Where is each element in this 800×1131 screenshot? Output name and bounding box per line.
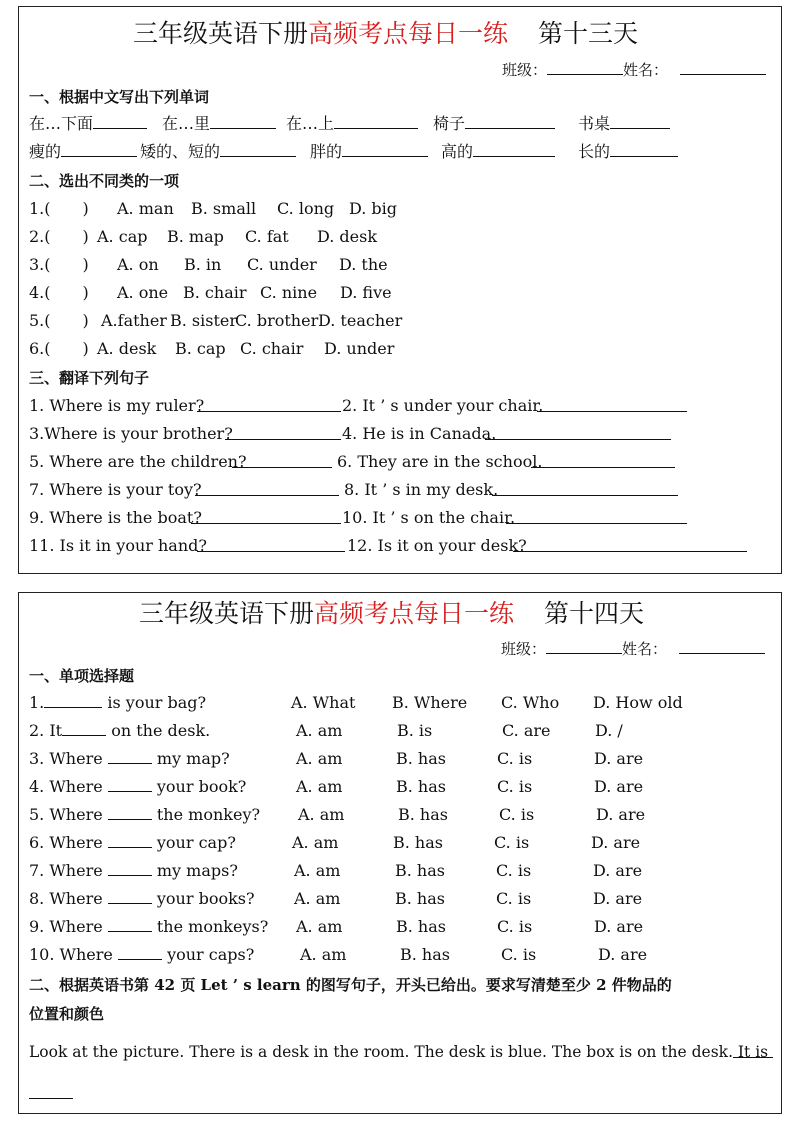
sentence: 9. Where is the boat?	[29, 508, 202, 527]
mcq-row	[29, 777, 769, 797]
option-d[interactable]: D. teacher	[318, 311, 403, 330]
title-day: 第十三天	[538, 19, 639, 48]
option-d[interactable]: D. desk	[317, 227, 378, 246]
option-b[interactable]: B. has	[395, 889, 445, 908]
writing-line[interactable]	[733, 1057, 773, 1058]
option-d[interactable]: D. are	[593, 889, 643, 908]
word-cue: 瘦的	[29, 142, 62, 161]
class-label: 班级：	[502, 61, 548, 79]
question-prefix: 4. Where	[29, 777, 103, 796]
name-label: 姓名：	[623, 61, 669, 79]
translate-row	[29, 452, 769, 472]
name-blank[interactable]	[680, 60, 766, 75]
answer-blank[interactable]	[220, 142, 296, 157]
answer-blank[interactable]	[93, 114, 147, 129]
option-c[interactable]: C. is	[497, 777, 533, 796]
section-heading: 三、翻译下列句子	[29, 369, 150, 387]
question-number[interactable]: 1.( )	[29, 199, 89, 218]
question-suffix: your book?	[156, 777, 247, 796]
option-b[interactable]: B. has	[396, 917, 446, 936]
answer-blank[interactable]	[473, 142, 555, 157]
answer-blank[interactable]	[108, 805, 152, 820]
answer-line[interactable]	[506, 523, 687, 524]
title-highlight: 高频考点每日一练	[308, 19, 509, 48]
question-suffix: on the desk.	[111, 721, 211, 740]
sentence: 6. They are in the school.	[337, 452, 543, 471]
choice-row	[29, 255, 769, 275]
answer-blank[interactable]	[610, 142, 678, 157]
sentence: 10. It ’ s on the chair.	[342, 508, 516, 527]
option-c[interactable]: C. is	[497, 917, 533, 936]
section-heading: 一、单项选择题	[29, 667, 135, 685]
section-heading: 二、根据英语书第 42 页 Let ’ s learn 的图写句子，开头已给出。要求写清楚至少 2 件物品的	[29, 976, 672, 994]
option-a[interactable]: A. cap	[97, 227, 148, 246]
answer-line[interactable]	[531, 467, 675, 468]
option-c[interactable]: C. is	[501, 945, 537, 964]
option-b[interactable]: B. chair	[183, 283, 247, 302]
question-prefix: 5. Where	[29, 805, 103, 824]
option-c[interactable]: C. brother	[235, 311, 319, 330]
word-cue: 高的	[441, 142, 474, 161]
sentence: 4. He is in Canada.	[342, 424, 497, 443]
answer-line[interactable]	[537, 411, 687, 412]
word-cue: 书桌	[578, 114, 611, 133]
option-c[interactable]: C. long	[277, 199, 335, 218]
word-cue: 长的	[578, 142, 611, 161]
option-d[interactable]: D. are	[591, 833, 641, 852]
word-cue: 椅子	[433, 114, 466, 133]
mcq-row	[29, 833, 769, 853]
question-prefix: 2. It	[29, 721, 63, 740]
title-highlight: 高频考点每日一练	[314, 599, 515, 628]
question-suffix: my maps?	[156, 861, 238, 880]
word-cue: 在…下面	[29, 114, 94, 133]
choice-row	[29, 339, 769, 359]
option-c[interactable]: C. is	[496, 861, 532, 880]
option-b[interactable]: B. has	[398, 805, 448, 824]
option-a[interactable]: A. am	[294, 889, 341, 908]
question-suffix: the monkeys?	[156, 917, 269, 936]
sentence: 1. Where is my ruler?	[29, 396, 205, 415]
mcq-row	[29, 861, 769, 881]
answer-line[interactable]	[225, 439, 341, 440]
word-cue: 胖的	[310, 142, 343, 161]
option-b[interactable]: B. is	[397, 721, 433, 740]
sentence: 2. It ’ s under your chair.	[342, 396, 544, 415]
option-c[interactable]: C. is	[499, 805, 535, 824]
option-a[interactable]: A. am	[298, 805, 345, 824]
option-a[interactable]: A.father	[101, 311, 167, 330]
class-field[interactable]	[502, 60, 766, 80]
option-c[interactable]: C. fat	[245, 227, 289, 246]
worksheet-day-13	[18, 6, 782, 574]
option-b[interactable]: B. has	[396, 749, 446, 768]
option-b[interactable]: B. has	[393, 833, 443, 852]
question-prefix: 10. Where	[29, 945, 113, 964]
translate-row	[29, 508, 769, 528]
section-heading-cont: 位置和颜色	[29, 1005, 105, 1023]
option-d[interactable]: D. are	[594, 917, 644, 936]
worksheet-title	[139, 599, 644, 629]
answer-line[interactable]	[191, 523, 341, 524]
option-d[interactable]: D. are	[598, 945, 648, 964]
option-a[interactable]: A. am	[296, 777, 343, 796]
question-prefix: 8. Where	[29, 889, 103, 908]
mcq-row	[29, 693, 769, 713]
mcq-row	[29, 889, 769, 909]
question-number[interactable]: 3.( )	[29, 255, 89, 274]
answer-line[interactable]	[197, 411, 341, 412]
answer-blank[interactable]	[108, 749, 152, 764]
answer-blank[interactable]	[342, 142, 428, 157]
question-suffix: is your bag?	[107, 693, 207, 712]
word-cue: 矮的、短的	[140, 142, 221, 161]
sentence: 5. Where are the children?	[29, 452, 247, 471]
option-a[interactable]: A. desk	[97, 339, 157, 358]
question-suffix: your cap?	[156, 833, 236, 852]
question-number[interactable]: 6.( )	[29, 339, 89, 358]
option-b[interactable]: B. sister	[170, 311, 238, 330]
option-b[interactable]: B. cap	[175, 339, 226, 358]
option-a[interactable]: A. man	[117, 199, 174, 218]
mcq-row	[29, 749, 769, 769]
title-grade: 三年级英语下册	[139, 599, 315, 628]
option-c[interactable]: C. chair	[240, 339, 304, 358]
writing-line[interactable]	[29, 1098, 73, 1099]
option-d[interactable]: D. the	[339, 255, 388, 274]
worksheet-title	[133, 19, 638, 49]
question-number[interactable]: 2.( )	[29, 227, 89, 246]
question-prefix: 6. Where	[29, 833, 103, 852]
option-a[interactable]: A. am	[296, 749, 343, 768]
word-row-2	[29, 142, 769, 162]
option-c[interactable]: C. is	[497, 749, 533, 768]
word-cue: 在…里	[162, 114, 211, 133]
question-suffix: your books?	[156, 889, 255, 908]
answer-blank[interactable]	[108, 777, 152, 792]
sentence: 11. Is it in your hand?	[29, 536, 207, 555]
word-cue: 在…上	[286, 114, 335, 133]
title-day: 第十四天	[544, 599, 645, 628]
option-d[interactable]: D. are	[594, 777, 644, 796]
question-prefix: 3. Where	[29, 749, 103, 768]
choice-row	[29, 311, 769, 331]
option-d[interactable]: D. under	[324, 339, 395, 358]
question-prefix: 1.	[29, 693, 45, 712]
answer-line[interactable]	[195, 495, 339, 496]
option-d[interactable]: D. five	[340, 283, 392, 302]
answer-line[interactable]	[485, 439, 671, 440]
option-a[interactable]: A. What	[291, 693, 356, 712]
answer-blank[interactable]	[108, 917, 152, 932]
class-blank[interactable]	[546, 639, 622, 654]
worksheet-day-14	[18, 592, 782, 1114]
answer-blank[interactable]	[61, 142, 137, 157]
translate-row	[29, 480, 769, 500]
option-b[interactable]: B. map	[167, 227, 224, 246]
option-a[interactable]: A. am	[296, 917, 343, 936]
option-c[interactable]: C. are	[502, 721, 551, 740]
option-c[interactable]: C. is	[494, 833, 530, 852]
answer-blank[interactable]	[62, 721, 106, 736]
class-field[interactable]	[501, 639, 765, 659]
answer-line[interactable]	[197, 551, 345, 552]
option-d[interactable]: D. are	[596, 805, 646, 824]
option-a[interactable]: A. am	[300, 945, 347, 964]
option-b[interactable]: B. in	[184, 255, 222, 274]
option-c[interactable]: C. is	[496, 889, 532, 908]
writing-prompt: Look at the picture. There is a desk in the room. The desk is blue. The box is on the desk. It is	[29, 1043, 769, 1061]
answer-blank[interactable]	[210, 114, 276, 129]
mcq-row	[29, 917, 769, 937]
option-a[interactable]: A. am	[292, 833, 339, 852]
answer-blank[interactable]	[108, 861, 152, 876]
answer-blank[interactable]	[610, 114, 670, 129]
question-suffix: my map?	[156, 749, 230, 768]
option-d[interactable]: D. big	[349, 199, 398, 218]
option-d[interactable]: D. How old	[593, 693, 683, 712]
answer-blank[interactable]	[118, 945, 162, 960]
answer-line[interactable]	[492, 495, 678, 496]
question-suffix: your caps?	[167, 945, 255, 964]
question-suffix: the monkey?	[156, 805, 261, 824]
option-b[interactable]: B. has	[400, 945, 450, 964]
class-blank[interactable]	[547, 60, 623, 75]
sentence: 7. Where is your toy?	[29, 480, 202, 499]
option-c[interactable]: C. nine	[260, 283, 318, 302]
word-row-1	[29, 114, 769, 134]
option-b[interactable]: B. has	[396, 777, 446, 796]
choice-row	[29, 227, 769, 247]
translate-row	[29, 424, 769, 444]
sentence: 3.Where is your brother?	[29, 424, 233, 443]
mcq-row	[29, 805, 769, 825]
option-a[interactable]: A. one	[117, 283, 169, 302]
answer-line[interactable]	[232, 467, 332, 468]
answer-blank[interactable]	[108, 889, 152, 904]
option-d[interactable]: D. /	[595, 721, 623, 740]
translate-row	[29, 536, 769, 556]
option-b[interactable]: B. Where	[392, 693, 468, 712]
question-prefix: 9. Where	[29, 917, 103, 936]
name-label: 姓名：	[622, 640, 668, 658]
option-a[interactable]: A. am	[296, 721, 343, 740]
name-blank[interactable]	[679, 639, 765, 654]
section-heading: 一、根据中文写出下列单词	[29, 88, 210, 106]
mcq-row	[29, 721, 769, 741]
sentence: 8. It ’ s in my desk.	[344, 480, 499, 499]
question-number[interactable]: 4.( )	[29, 283, 89, 302]
choice-row	[29, 199, 769, 219]
answer-blank[interactable]	[465, 114, 555, 129]
class-label: 班级：	[501, 640, 547, 658]
answer-blank[interactable]	[108, 833, 152, 848]
option-d[interactable]: D. are	[593, 861, 643, 880]
translate-row	[29, 396, 769, 416]
option-c[interactable]: C. Who	[501, 693, 560, 712]
answer-blank[interactable]	[334, 114, 418, 129]
option-c[interactable]: C. under	[247, 255, 317, 274]
mcq-row	[29, 945, 769, 965]
choice-row	[29, 283, 769, 303]
question-prefix: 7. Where	[29, 861, 103, 880]
section-heading: 二、选出不同类的一项	[29, 172, 180, 190]
answer-line[interactable]	[513, 551, 747, 552]
option-b[interactable]: B. small	[191, 199, 257, 218]
option-d[interactable]: D. are	[594, 749, 644, 768]
question-number[interactable]: 5.( )	[29, 311, 89, 330]
writing-prompt-row	[29, 1042, 769, 1062]
answer-blank[interactable]	[44, 693, 102, 708]
option-a[interactable]: A. on	[117, 255, 159, 274]
sentence: 12. Is it on your desk?	[347, 536, 527, 555]
option-a[interactable]: A. am	[294, 861, 341, 880]
title-grade: 三年级英语下册	[133, 19, 309, 48]
option-b[interactable]: B. has	[395, 861, 445, 880]
